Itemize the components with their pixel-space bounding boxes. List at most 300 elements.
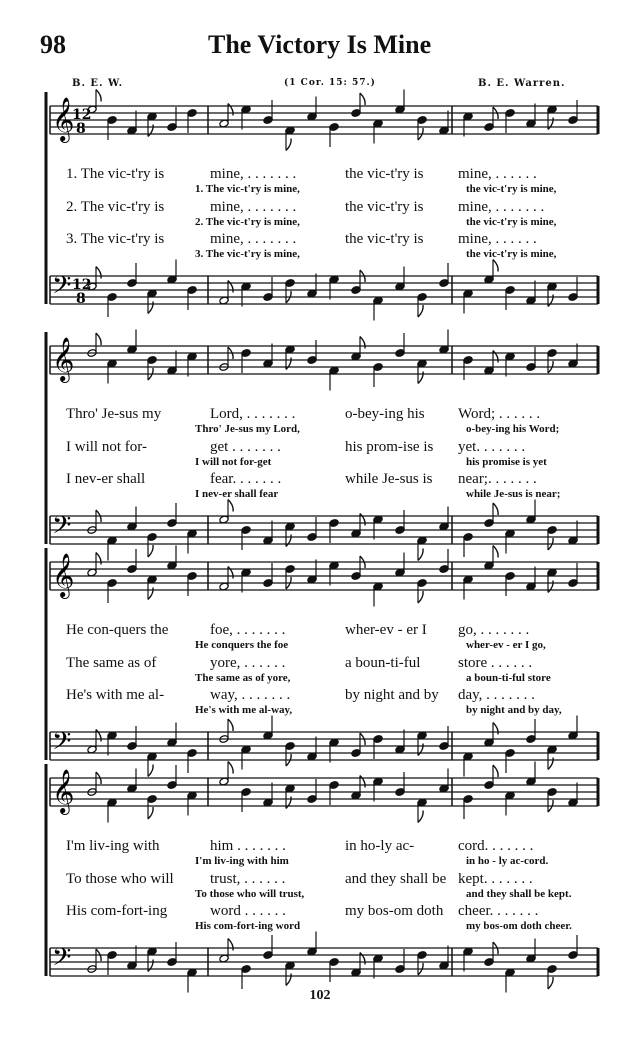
author-credit: B. E. W. (72, 78, 124, 89)
note-head (263, 293, 273, 302)
note-flag (418, 744, 423, 756)
note-flag (418, 305, 423, 317)
note-flag (548, 538, 553, 550)
lyric-alt: the vic-t'ry is mine, (466, 215, 557, 228)
lyric-main: go, . . . . . . . (458, 622, 530, 638)
note-head (395, 526, 405, 535)
note-head (127, 742, 137, 751)
note-head (568, 116, 578, 125)
note-head (241, 526, 251, 535)
note-flag (548, 361, 553, 373)
note-head (547, 568, 557, 577)
note-head (263, 951, 273, 960)
treble-clef-icon: 𝄞 (52, 97, 75, 141)
lyric-main: the vic-t'ry is (345, 198, 424, 215)
note-head (107, 359, 117, 368)
note-head (505, 749, 515, 758)
lyric-main: and they shall be (345, 870, 447, 887)
note-flag (148, 960, 153, 972)
note-flag (548, 758, 553, 770)
note-flag (360, 270, 365, 282)
note-head (87, 568, 97, 577)
note-head (526, 363, 536, 372)
note-head (263, 116, 273, 125)
lyric-alt: He's with me al-way, (195, 704, 293, 716)
lyric-main: The same as of (66, 654, 157, 671)
bass-clef-icon: 𝄢 (52, 511, 72, 546)
note-head (307, 575, 317, 584)
lyric-alt: I'm liv-ing with him (195, 855, 289, 867)
note-head (241, 105, 251, 114)
note-head (187, 791, 197, 800)
note-head (285, 279, 295, 288)
note-flag (286, 358, 291, 370)
note-head (526, 296, 536, 305)
lyric-main: 2. The vic-t'ry is (66, 198, 165, 215)
note-flag (96, 730, 101, 742)
lyric-main: 3. The vic-t'ry is (66, 231, 165, 247)
note-flag (418, 591, 423, 603)
lyric-main: near;. . . . . . . (458, 471, 537, 487)
note-head (147, 112, 157, 121)
note-head (219, 363, 229, 372)
note-head (463, 289, 473, 298)
note-head (351, 286, 361, 295)
note-flag (286, 535, 291, 547)
note-head (568, 951, 578, 960)
note-head (329, 519, 339, 528)
note-flag (228, 104, 233, 116)
note-flag (148, 125, 153, 137)
lyric-alt: the vic-t'ry is mine, (466, 183, 557, 195)
note-head (263, 731, 273, 740)
lyric-main: o-bey-ing his (345, 406, 425, 422)
note-head (167, 738, 177, 747)
note-flag (360, 953, 365, 965)
note-head (127, 784, 137, 793)
note-head (463, 575, 473, 584)
note-head (307, 112, 317, 121)
note-flag (548, 800, 553, 812)
treble-clef-icon: 𝄞 (52, 337, 75, 381)
note-flag (286, 291, 291, 303)
note-head (439, 784, 449, 793)
note-head (87, 965, 97, 974)
note-head (463, 533, 473, 542)
note-head (463, 356, 473, 365)
note-head (285, 522, 295, 531)
note-head (307, 752, 317, 761)
composer-credit: B. E. Warren. (478, 78, 566, 89)
bass-clef-icon: 𝄢 (52, 943, 72, 978)
time-signature-numerator: 12 (72, 107, 92, 123)
lyric-main: fear. . . . . . . (210, 471, 282, 487)
note-head (373, 515, 383, 524)
note-head (395, 788, 405, 797)
lyric-alt: He conquers the foe (195, 639, 289, 651)
note-flag (548, 581, 553, 593)
lyric-main: his prom-ise is (345, 438, 434, 455)
note-head (351, 749, 361, 758)
note-head (484, 366, 494, 375)
note-head (439, 565, 449, 574)
note-flag (286, 974, 291, 986)
note-flag (96, 949, 101, 961)
lyric-main: kept. . . . . . . (458, 870, 533, 887)
note-flag (548, 295, 553, 307)
note-head (87, 105, 97, 114)
lyric-alt: 2. The vic-t'ry is mine, (195, 215, 300, 228)
note-head (439, 742, 449, 751)
note-head (241, 282, 251, 291)
note-head (463, 947, 473, 956)
note-head (395, 282, 405, 291)
note-head (417, 116, 427, 125)
lyric-main: the vic-t'ry is (345, 231, 424, 247)
note-head (373, 777, 383, 786)
note-head (329, 781, 339, 790)
lyric-main: mine, . . . . . . . (210, 198, 297, 215)
note-head (127, 345, 137, 354)
note-head (87, 745, 97, 754)
note-head (241, 788, 251, 797)
note-head (329, 958, 339, 967)
note-head (241, 965, 251, 974)
note-head (463, 795, 473, 804)
lyric-main: trust, . . . . . . (210, 870, 286, 887)
note-head (547, 745, 557, 754)
note-head (147, 533, 157, 542)
note-flag (286, 139, 291, 151)
note-head (484, 781, 494, 790)
note-head (505, 529, 515, 538)
note-head (147, 575, 157, 584)
note-head (373, 119, 383, 128)
lyric-alt: in ho - ly ac-cord. (466, 855, 549, 867)
page-number: 102 (309, 988, 331, 1003)
note-head (285, 565, 295, 574)
note-head (505, 109, 515, 118)
note-head (505, 791, 515, 800)
note-head (307, 356, 317, 365)
note-head (395, 965, 405, 974)
note-flag (360, 514, 365, 526)
note-flag (148, 368, 153, 380)
note-head (87, 349, 97, 358)
note-head (505, 352, 515, 361)
bass-clef-icon: 𝄢 (52, 271, 72, 306)
note-head (547, 965, 557, 974)
note-head (417, 798, 427, 807)
note-head (285, 784, 295, 793)
note-head (329, 123, 339, 132)
note-head (568, 293, 578, 302)
note-head (241, 349, 251, 358)
note-head (167, 561, 177, 570)
time-signature-denominator: 8 (76, 291, 86, 307)
note-head (351, 529, 361, 538)
lyric-main: mine, . . . . . . . (210, 231, 297, 247)
note-head (167, 958, 177, 967)
note-head (395, 568, 405, 577)
lyric-alt: I nev-er shall fear (195, 488, 279, 500)
note-head (263, 359, 273, 368)
note-flag (418, 811, 423, 823)
note-head (285, 961, 295, 970)
note-head (505, 286, 515, 295)
note-flag (148, 588, 153, 600)
lyric-main: To those who will (66, 870, 174, 887)
note-head (263, 536, 273, 545)
lyric-main: get . . . . . . . (210, 438, 281, 455)
note-flag (493, 942, 498, 954)
lyric-main: cheer. . . . . . . (458, 903, 539, 919)
note-head (147, 947, 157, 956)
note-head (417, 293, 427, 302)
note-head (329, 366, 339, 375)
note-head (373, 735, 383, 744)
note-head (241, 745, 251, 754)
treble-clef-icon: 𝄞 (52, 553, 75, 597)
treble-clef-icon: 𝄞 (52, 769, 75, 813)
note-head (307, 947, 317, 956)
note-head (87, 526, 97, 535)
note-head (127, 565, 137, 574)
note-head (547, 788, 557, 797)
lyric-main: by night and by (345, 687, 439, 703)
lyric-main: yore, . . . . . . (210, 654, 286, 671)
note-flag (96, 510, 101, 522)
note-head (568, 536, 578, 545)
note-flag (493, 723, 498, 735)
lyric-main: him . . . . . . . (210, 838, 286, 854)
note-flag (286, 797, 291, 809)
note-head (484, 561, 494, 570)
note-head (187, 352, 197, 361)
note-head (263, 579, 273, 588)
note-head (373, 954, 383, 963)
note-head (505, 968, 515, 977)
lyric-main: day, . . . . . . . (458, 687, 535, 703)
note-head (219, 735, 229, 744)
note-head (307, 533, 317, 542)
note-head (351, 968, 361, 977)
lyric-main: foe, . . . . . . . (210, 622, 286, 638)
note-head (167, 123, 177, 132)
note-head (87, 788, 97, 797)
note-head (219, 954, 229, 963)
note-head (219, 119, 229, 128)
note-head (547, 349, 557, 358)
note-head (147, 356, 157, 365)
note-head (439, 522, 449, 531)
lyric-main: I will not for- (66, 438, 147, 455)
note-head (107, 951, 117, 960)
note-head (187, 529, 197, 538)
lyric-alt: o-bey-ing his Word; (466, 423, 560, 435)
note-head (219, 515, 229, 524)
note-flag (418, 549, 423, 561)
note-flag (96, 90, 101, 102)
note-head (484, 519, 494, 528)
note-flag (493, 546, 498, 558)
note-flag (418, 963, 423, 975)
lyric-main: mine, . . . . . . (458, 166, 537, 182)
note-head (484, 123, 494, 132)
note-head (285, 126, 295, 135)
note-head (526, 515, 536, 524)
note-head (187, 286, 197, 295)
lyric-main: I'm liv-ing with (66, 838, 160, 854)
note-head (263, 798, 273, 807)
lyric-alt: by night and by day, (466, 704, 562, 716)
note-head (439, 279, 449, 288)
note-head (127, 522, 137, 531)
note-head (373, 582, 383, 591)
lyric-alt: Thro' Je-sus my Lord, (195, 423, 300, 435)
note-head (107, 579, 117, 588)
note-flag (493, 351, 498, 363)
lyric-main: a boun-ti-ful (345, 654, 421, 671)
note-head (127, 279, 137, 288)
lyric-main: Thro' Je-sus my (66, 406, 162, 422)
lyric-main: He con-quers the (66, 622, 169, 638)
lyric-main: He's with me al- (66, 687, 165, 703)
note-head (107, 731, 117, 740)
note-head (547, 526, 557, 535)
note-flag (360, 93, 365, 105)
note-flag (96, 267, 101, 279)
lyric-alt: wher-ev - er I go, (466, 639, 546, 651)
note-head (285, 742, 295, 751)
note-flag (548, 118, 553, 130)
lyric-alt: and they shall be kept. (466, 887, 572, 900)
hymn-title: The Victory Is Mine (208, 30, 432, 59)
note-head (484, 958, 494, 967)
note-flag (493, 503, 498, 515)
note-head (127, 126, 137, 135)
lyric-alt: my bos-om doth cheer. (466, 920, 572, 932)
lyric-alt: To those who will trust, (195, 887, 305, 900)
note-head (526, 777, 536, 786)
lyric-main: Lord, . . . . . . . (210, 406, 296, 422)
lyric-alt: His com-fort-ing word (195, 920, 301, 932)
note-head (241, 568, 251, 577)
scripture-reference: (1 Cor. 15: 57.) (284, 78, 376, 88)
note-head (167, 519, 177, 528)
lyric-main: I nev-er shall (66, 471, 146, 487)
note-head (463, 112, 473, 121)
note-flag (418, 372, 423, 384)
note-head (329, 738, 339, 747)
lyric-main: while Je-sus is (345, 471, 433, 487)
lyric-main: the vic-t'ry is (345, 166, 424, 182)
note-head (417, 536, 427, 545)
note-head (351, 109, 361, 118)
note-flag (493, 107, 498, 119)
note-head (547, 282, 557, 291)
note-flag (228, 762, 233, 774)
lyric-main: mine, . . . . . . (458, 231, 537, 247)
time-signature-numerator: 12 (72, 277, 92, 293)
lyric-main: 1. The vic-t'ry is (66, 166, 165, 182)
note-head (285, 345, 295, 354)
lyric-main: Word; . . . . . . (458, 406, 541, 422)
note-flag (148, 545, 153, 557)
note-flag (228, 567, 233, 579)
note-head (568, 798, 578, 807)
lyric-alt: The same as of yore, (195, 671, 291, 684)
note-flag (286, 754, 291, 766)
lyric-alt: his promise is yet (466, 455, 547, 468)
note-flag (228, 347, 233, 359)
note-flag (493, 765, 498, 777)
note-flag (360, 776, 365, 788)
note-head (307, 289, 317, 298)
note-head (219, 777, 229, 786)
note-head (547, 105, 557, 114)
note-head (351, 352, 361, 361)
note-flag (286, 577, 291, 589)
lyric-alt: 1. The vic-t'ry is mine, (195, 183, 300, 195)
lyric-alt: while Je-sus is near; (466, 488, 561, 500)
note-head (568, 579, 578, 588)
lyric-main: way, . . . . . . . (210, 687, 291, 703)
note-head (395, 105, 405, 114)
note-head (351, 791, 361, 800)
lyric-alt: 3. The vic-t'ry is mine, (195, 248, 300, 260)
note-head (107, 293, 117, 302)
lyric-main: wher-ev - er I (345, 622, 427, 638)
note-head (147, 795, 157, 804)
lyric-main: mine, . . . . . . . (458, 198, 545, 215)
note-head (439, 345, 449, 354)
note-head (439, 126, 449, 135)
note-head (417, 951, 427, 960)
lyric-alt: the vic-t'ry is mine, (466, 248, 557, 260)
note-flag (360, 556, 365, 568)
note-head (147, 289, 157, 298)
lyric-main: store . . . . . . (458, 654, 533, 671)
lyric-main: in ho-ly ac- (345, 838, 415, 854)
note-head (568, 731, 578, 740)
note-head (307, 795, 317, 804)
note-head (373, 296, 383, 305)
note-head (505, 572, 515, 581)
note-head (526, 582, 536, 591)
note-head (107, 536, 117, 545)
note-head (127, 961, 137, 970)
note-head (484, 738, 494, 747)
note-head (107, 116, 117, 125)
note-flag (228, 939, 233, 951)
lyric-main: yet. . . . . . . (458, 438, 526, 455)
note-head (351, 572, 361, 581)
note-head (329, 561, 339, 570)
note-head (187, 109, 197, 118)
hymn-number: 98 (40, 30, 66, 59)
note-flag (493, 260, 498, 272)
note-flag (360, 337, 365, 349)
note-head (219, 296, 229, 305)
note-head (167, 275, 177, 284)
note-head (395, 745, 405, 754)
note-flag (148, 807, 153, 819)
note-head (107, 798, 117, 807)
note-flag (96, 772, 101, 784)
note-flag (360, 733, 365, 745)
lyric-alt: I will not for-get (195, 455, 272, 468)
